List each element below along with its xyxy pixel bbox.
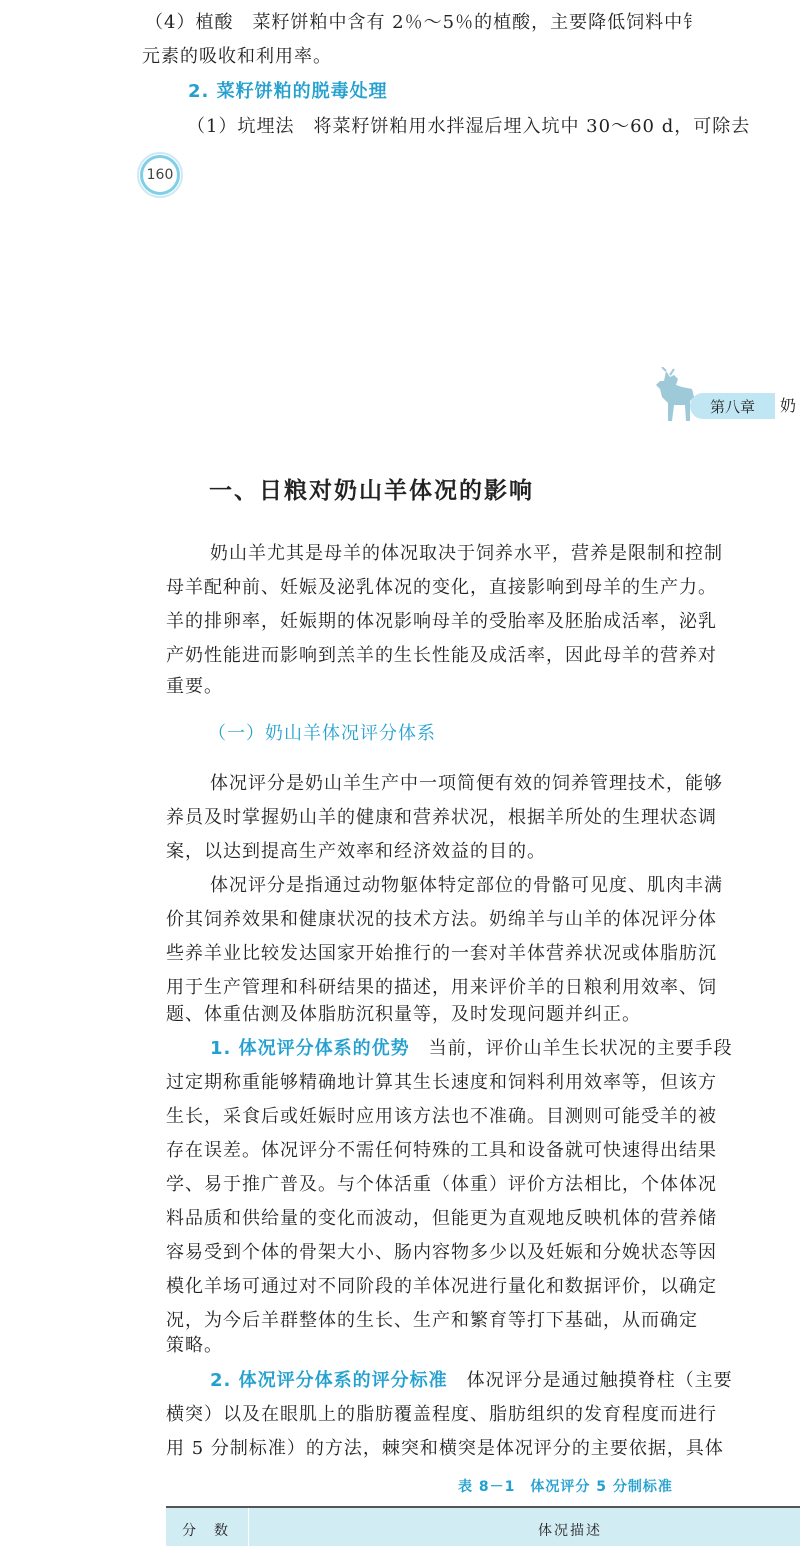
paragraph-line: 体况评分是指通过动物躯体特定部位的骨骼可见度、肌肉丰满: [210, 875, 723, 896]
intro-line: 重要。: [166, 676, 223, 697]
intro-line: 奶山羊尤其是母羊的体况取决于饲养水平，营养是限制和控制: [210, 543, 723, 564]
paragraph-line: 料品质和供给量的变化而波动，但能更为直观地反映机体的营养储: [166, 1208, 717, 1229]
paragraph-line: 题、体重估测及体脂肪沉积量等，及时发现问题并纠正。: [166, 1004, 641, 1025]
column-divider: [248, 1508, 249, 1546]
intro-line: 母羊配种前、妊娠及泌乳体况的变化，直接影响到母羊的生产力。: [166, 577, 717, 598]
intro-line: 羊的排卵率，妊娠期的体况影响母羊的受胎率及胚胎成活率，泌乳: [166, 611, 717, 632]
column-header-score: 分 数: [182, 1523, 230, 1539]
paragraph-line: 生长，采食后或妊娠时应用该方法也不准确。目测则可能受羊的被: [166, 1106, 717, 1127]
paragraph-line: 用于生产管理和科研结果的描述，用来评价羊的日粮利用效率、饲: [166, 977, 717, 998]
advantages-first-line: [210, 1038, 733, 1060]
paragraph-line: 些养羊业比较发达国家开始推行的一套对羊体营养状况或体脂肪沉: [166, 943, 717, 964]
paragraph-line: 养员及时掌握奶山羊的健康和营养状况，根据羊所处的生理状态调: [166, 807, 717, 828]
chapter-tab: 第八章: [690, 393, 775, 419]
standard-first-line: [210, 1370, 733, 1392]
advantages-lead: 当前，评价山羊生长状况的主要手段: [428, 1038, 733, 1059]
paragraph-line: 过定期称重能够精确地计算其生长速度和饲料利用效率等，但该方: [166, 1072, 717, 1093]
section-title: 一、日粮对奶山羊体况的影响: [209, 478, 534, 504]
standard-heading: 2. 体况评分体系的评分标准: [210, 1370, 448, 1391]
paragraph-line: 体况评分是奶山羊生产中一项简便有效的饲养管理技术，能够: [210, 773, 723, 794]
paragraph-line: 况，为今后羊群整体的生长、生产和繁育等打下基础，从而确定: [166, 1310, 698, 1331]
pit-burial-line: （1）坑埋法 将菜籽饼粕用水拌湿后埋入坑中 30～60 d，可除去: [187, 116, 751, 137]
paragraph-line: 存在误差。体况评分不需任何特殊的工具和设备就可快速得出结果: [166, 1140, 717, 1161]
detox-heading: 2. 菜籽饼粕的脱毒处理: [188, 81, 388, 102]
intro-line: 产奶性能进而影响到羔羊的生长性能及成活率，因此母羊的营养对: [166, 645, 717, 666]
table-header-row: [166, 1506, 800, 1546]
paragraph-line: 模化羊场可通过对不同阶段的羊体况进行量化和数据评价，以确定: [166, 1276, 717, 1297]
paragraph-line: 价其饲养效果和健康状况的技术方法。奶绵羊与山羊的体况评分体: [166, 909, 717, 930]
paragraph-line: 学、易于推广普及。与个体活重（体重）评价方法相比，个体体况: [166, 1174, 717, 1195]
paragraph-line: 横突）以及在眼肌上的脂肪覆盖程度、脂肪组织的发育程度而进行: [166, 1404, 717, 1425]
advantages-heading: 1. 体况评分体系的优势: [210, 1038, 410, 1059]
table-caption: 表 8－1 体况评分 5 分制标准: [458, 1479, 673, 1495]
subsection-heading: （一）奶山羊体况评分体系: [208, 723, 436, 744]
page-number: 160: [140, 155, 180, 195]
paragraph-line: 案，以达到提高生产效率和经济效益的目的。: [166, 841, 546, 862]
column-header-description: 体况描述: [538, 1523, 602, 1539]
paragraph-line: 容易受到个体的骨架大小、肠内容物多少以及妊娠和分娩状态等因: [166, 1242, 717, 1263]
paragraph-line: 用 5 分制标准）的方法，棘突和横突是体况评分的主要依据，具体: [166, 1438, 724, 1459]
chapter-title-fragment: 奶: [780, 396, 797, 415]
phytic-acid-line-1: （4）植酸 菜籽饼粕中含有 2％～5％的植酸，主要降低饲料中钅: [145, 12, 703, 33]
goat-icon: [652, 367, 696, 423]
standard-lead: 体况评分是通过触摸脊柱（主要: [466, 1370, 733, 1391]
paragraph-line: 策略。: [166, 1335, 223, 1356]
phytic-acid-line-2: 元素的吸收和利用率。: [142, 46, 332, 67]
